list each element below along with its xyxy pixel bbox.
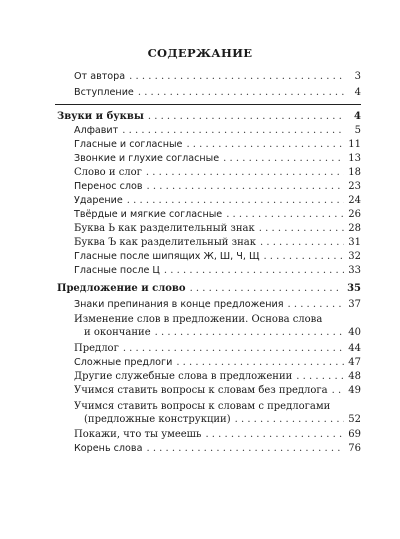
toc-entry-perenos[interactable] bbox=[74, 180, 361, 193]
toc-section-label: Предложение и слово bbox=[57, 283, 186, 294]
leader-dots bbox=[138, 86, 345, 99]
toc-entry-page: 24 bbox=[348, 195, 361, 206]
toc-entry-voprosy-s-line1[interactable]: Учимся ставить вопросы к словам с предлогами bbox=[74, 401, 331, 412]
toc-entry-page: 33 bbox=[348, 265, 361, 276]
toc-entry-glasnye[interactable] bbox=[74, 138, 361, 151]
toc-entry-page: 69 bbox=[348, 429, 361, 440]
toc-entry-label: Гласные после шипящих Ж, Ш, Ч, Щ bbox=[74, 251, 260, 262]
toc-entry-label: Учимся ставить вопросы к словам без предлога bbox=[74, 385, 328, 396]
toc-entry-page: 26 bbox=[348, 209, 361, 220]
leader-dots bbox=[260, 236, 344, 249]
toc-entry-label: Буква Ъ как разделительный знак bbox=[74, 237, 256, 248]
leader-dots bbox=[146, 442, 344, 455]
toc-entry-znaki[interactable] bbox=[74, 298, 361, 311]
toc-entry-shipyashchie[interactable] bbox=[74, 250, 361, 263]
toc-entry-page: 28 bbox=[348, 223, 361, 234]
toc-entry-page: 35 bbox=[347, 283, 361, 294]
toc-entry-myagkiy-znak[interactable] bbox=[74, 222, 361, 235]
toc-section-zvuki-i-bukvy[interactable] bbox=[57, 110, 361, 123]
leader-dots bbox=[164, 264, 344, 277]
toc-entry-slozhnye-predlogi[interactable] bbox=[74, 356, 361, 369]
leader-dots bbox=[155, 326, 345, 339]
toc-entry-label: Ударение bbox=[74, 195, 123, 206]
toc-entry-label: (предложные конструкции) bbox=[84, 414, 231, 425]
toc-entry-zvonkie[interactable] bbox=[74, 152, 361, 165]
toc-entry-label: Алфавит bbox=[74, 125, 119, 136]
toc-entry-page: 32 bbox=[348, 251, 361, 262]
leader-dots bbox=[205, 428, 344, 441]
toc-entry-page: 13 bbox=[348, 153, 361, 164]
toc-entry-alfavit[interactable] bbox=[74, 124, 361, 137]
leader-dots bbox=[263, 250, 344, 263]
page-title: СОДЕРЖАНИЕ bbox=[147, 46, 253, 60]
toc-entry-label: Гласные после Ц bbox=[74, 265, 160, 276]
toc-entry-label: и окончание bbox=[84, 327, 151, 338]
leader-dots bbox=[176, 356, 344, 369]
toc-entry-page: 4 bbox=[354, 87, 361, 98]
toc-entry-page: 49 bbox=[348, 385, 361, 396]
toc-entry-label: Знаки препинания в конце предложения bbox=[74, 299, 284, 310]
toc-entry-label: Предлог bbox=[74, 343, 119, 354]
toc-entry-izmenenie-line2[interactable] bbox=[84, 326, 361, 339]
toc-entry-page: 5 bbox=[354, 125, 361, 136]
section-divider bbox=[55, 104, 361, 105]
toc-entry-glasnye-posle-ts[interactable] bbox=[74, 264, 361, 277]
toc-entry-label: Перенос слов bbox=[74, 181, 143, 192]
toc-entry-ot-avtora[interactable] bbox=[74, 70, 361, 83]
leader-dots bbox=[223, 152, 344, 165]
toc-entry-page: 18 bbox=[348, 167, 361, 178]
toc-entry-page: 44 bbox=[348, 343, 361, 354]
toc-entry-label: Сложные предлоги bbox=[74, 357, 173, 368]
leader-dots bbox=[122, 124, 345, 137]
toc-entry-sluzhebnye[interactable] bbox=[74, 370, 361, 383]
toc-entry-page: 76 bbox=[348, 443, 361, 454]
toc-entry-vstuplenie[interactable] bbox=[74, 86, 361, 99]
toc-entry-pokazhi[interactable] bbox=[74, 428, 361, 441]
toc-entry-label: Звонкие и глухие согласные bbox=[74, 153, 220, 164]
toc-entry-tverdyy-znak[interactable] bbox=[74, 236, 361, 249]
leader-dots bbox=[296, 370, 344, 383]
toc-entry-label: Гласные и согласные bbox=[74, 139, 183, 150]
toc-entry-page: 4 bbox=[354, 111, 361, 122]
toc-entry-predlog[interactable] bbox=[74, 342, 361, 355]
leader-dots bbox=[259, 222, 344, 235]
toc-entry-izmenenie-line1[interactable]: Изменение слов в предложении. Основа слова bbox=[74, 314, 323, 325]
toc-section-predlozhenie[interactable] bbox=[57, 282, 361, 295]
toc-entry-label: Твёрдые и мягкие согласные bbox=[74, 209, 223, 220]
leader-dots bbox=[190, 282, 344, 295]
toc-entry-page: 37 bbox=[348, 299, 361, 310]
toc-entry-page: 11 bbox=[348, 139, 361, 150]
leader-dots bbox=[123, 342, 344, 355]
toc-entry-label: Корень слова bbox=[74, 443, 143, 454]
toc-entry-page: 3 bbox=[354, 71, 361, 82]
toc-entry-page: 23 bbox=[348, 181, 361, 192]
toc-entry-voprosy-bez[interactable] bbox=[74, 384, 361, 397]
toc-entry-page: 31 bbox=[348, 237, 361, 248]
toc-entry-page: 52 bbox=[348, 414, 361, 425]
toc-entry-page: 40 bbox=[348, 327, 361, 338]
toc-entry-label: Покажи, что ты умеешь bbox=[74, 429, 202, 440]
toc-entry-voprosy-s-line2[interactable] bbox=[84, 413, 361, 426]
toc-section-label: Звуки и буквы bbox=[57, 111, 144, 122]
toc-entry-tverdye[interactable] bbox=[74, 208, 361, 221]
toc-entry-page: 47 bbox=[348, 357, 361, 368]
toc-entry-label: Вступление bbox=[74, 87, 134, 98]
leader-dots bbox=[186, 138, 344, 151]
toc-entry-page: 48 bbox=[348, 371, 361, 382]
toc-entry-koren[interactable] bbox=[74, 442, 361, 455]
toc-entry-slovo-i-slog[interactable] bbox=[74, 166, 361, 179]
leader-dots bbox=[127, 194, 345, 207]
leader-dots bbox=[226, 208, 344, 221]
toc-entry-udarenie[interactable] bbox=[74, 194, 361, 207]
leader-dots bbox=[332, 384, 345, 397]
leader-dots bbox=[148, 110, 345, 123]
leader-dots bbox=[235, 413, 345, 426]
toc-entry-label: Буква Ь как разделительный знак bbox=[74, 223, 255, 234]
toc-entry-label: От автора bbox=[74, 71, 126, 82]
leader-dots bbox=[146, 166, 344, 179]
leader-dots bbox=[287, 298, 344, 311]
toc-entry-label: Другие служебные слова в предложении bbox=[74, 371, 293, 382]
leader-dots bbox=[147, 180, 345, 193]
leader-dots bbox=[129, 70, 345, 83]
toc-entry-label: Слово и слог bbox=[74, 167, 142, 178]
